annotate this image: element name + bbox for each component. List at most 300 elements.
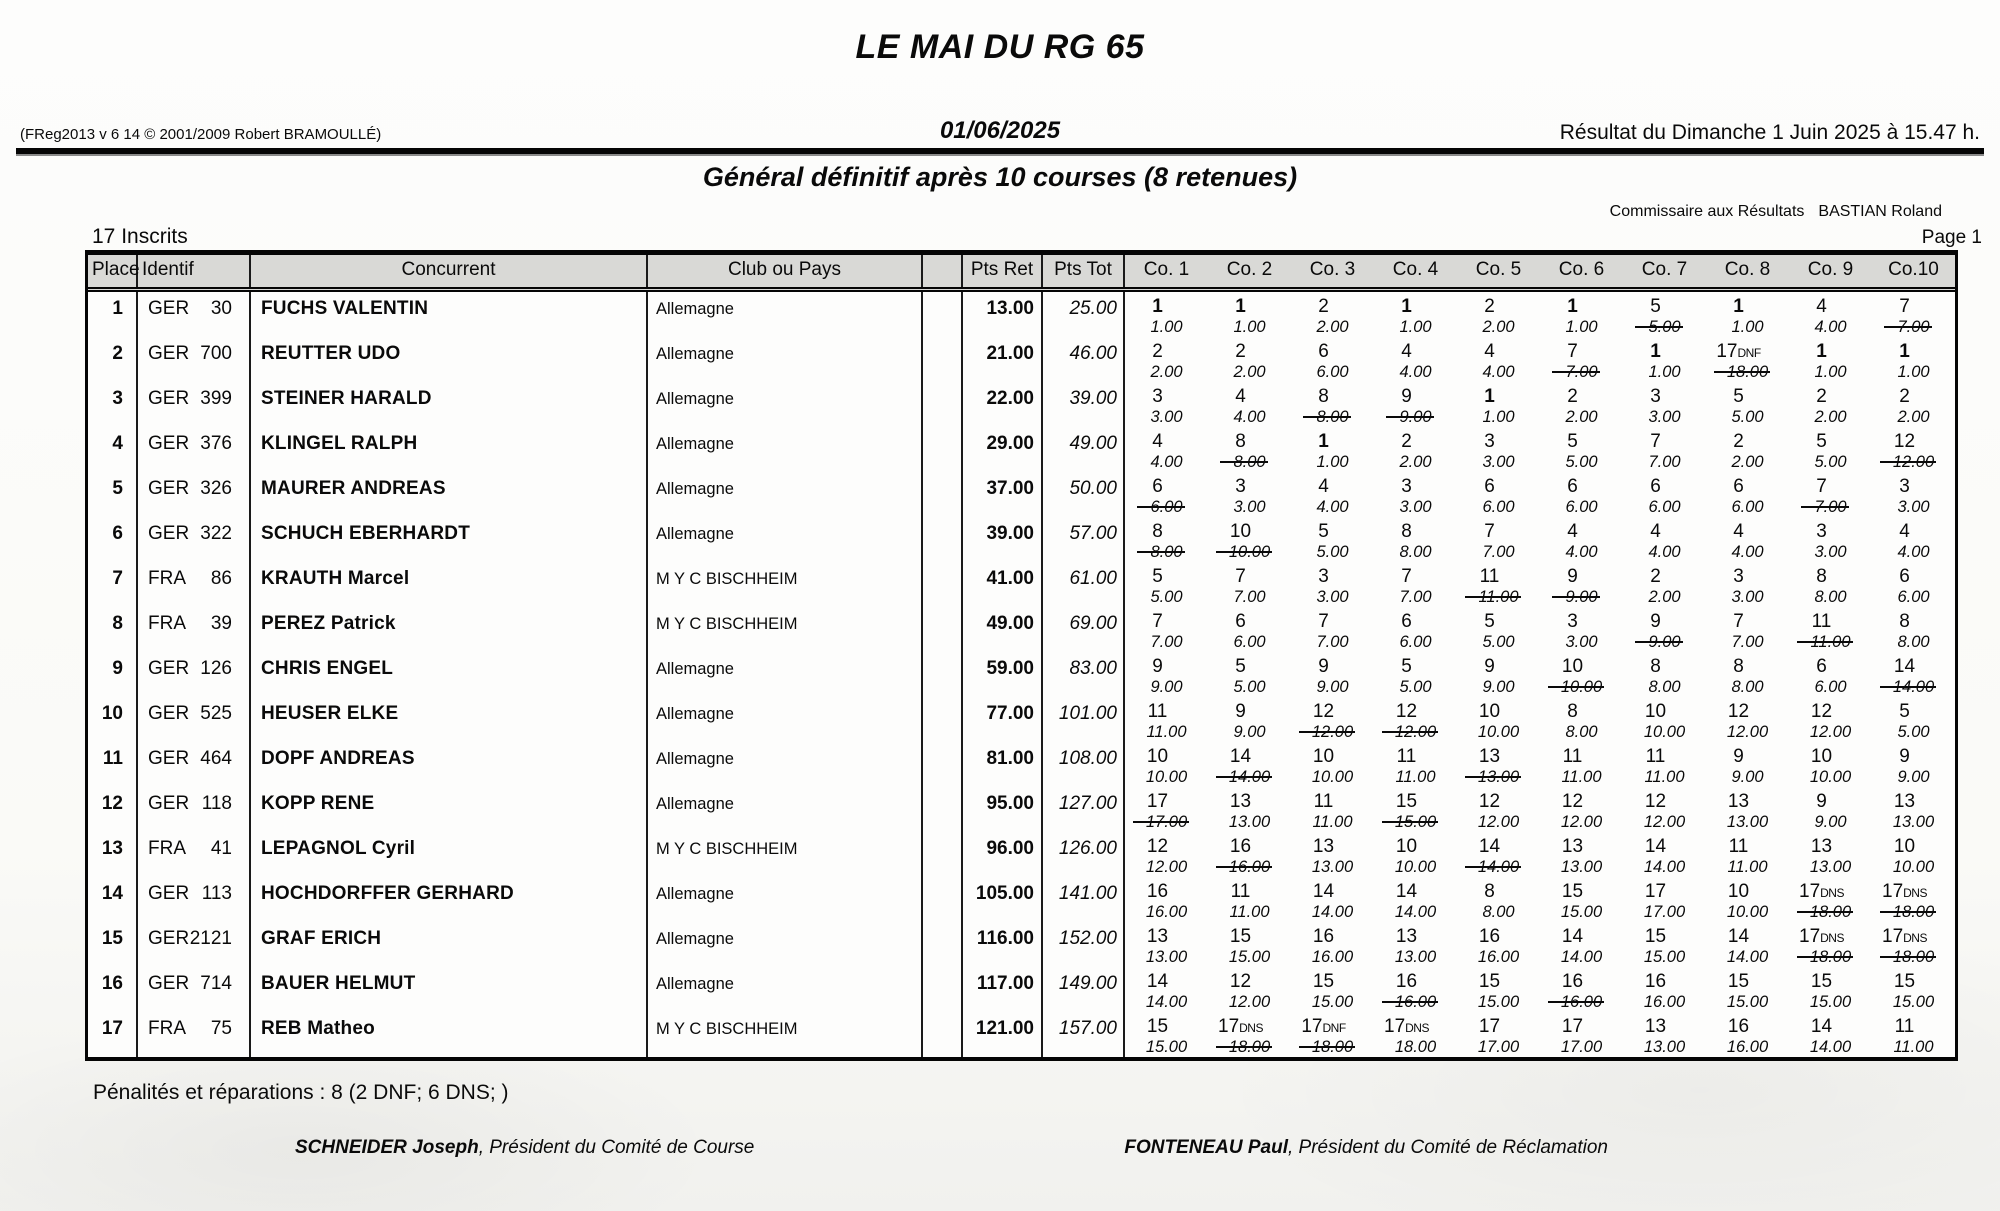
- race-result-cell: [1457, 472, 1540, 517]
- race-position: 5: [1899, 701, 1910, 722]
- race-position: 13: [1810, 836, 1833, 857]
- race-result-cell: [1125, 697, 1208, 742]
- race-position: 2: [1152, 341, 1163, 362]
- race-position: 9: [1650, 611, 1661, 632]
- race-position: 3: [1235, 476, 1246, 497]
- club-cell: Allemagne: [648, 652, 923, 697]
- column-header-identif: Identif: [138, 255, 251, 287]
- table-body: [88, 292, 1955, 1057]
- race-position: 3: [1567, 611, 1578, 632]
- signature-left-title: , Président du Comité de Course: [478, 1137, 755, 1158]
- race-position: 4: [1235, 386, 1246, 407]
- spacer-cell: [923, 787, 963, 832]
- race-position: 16: [1561, 971, 1584, 992]
- identif-cell: [138, 382, 251, 427]
- race-position: 16: [1312, 926, 1335, 947]
- race-position: 11: [1894, 1016, 1915, 1037]
- race-points: 10.00: [1394, 858, 1437, 876]
- race-position: 17DNF: [1716, 341, 1761, 362]
- race-result-cell: [1540, 517, 1623, 562]
- race-result-cell: [1706, 1012, 1789, 1057]
- place-cell: 14: [88, 877, 138, 922]
- race-position: 7: [1567, 341, 1578, 362]
- race-position: 1: [1899, 341, 1910, 362]
- race-result-cell: [1457, 742, 1540, 787]
- race-points: 10.00: [1560, 678, 1603, 696]
- race-position: 4: [1318, 476, 1329, 497]
- race-points: 6.00: [1482, 498, 1515, 516]
- spacer-cell: [923, 292, 963, 337]
- race-position: 14: [1312, 881, 1335, 902]
- race-position: 15: [1312, 971, 1335, 992]
- race-position: 11: [1645, 746, 1666, 767]
- signature-right-name: FONTENEAU Paul: [1124, 1137, 1288, 1158]
- race-points: 9.00: [1482, 678, 1515, 696]
- race-points: 9.00: [1150, 678, 1183, 696]
- race-position: 12: [1644, 791, 1667, 812]
- table-row: [88, 562, 1955, 607]
- race-result-cell: [1789, 1012, 1872, 1057]
- race-position: 6: [1152, 476, 1163, 497]
- race-result-cell: [1457, 922, 1540, 967]
- race-result-cell: [1457, 427, 1540, 472]
- race-points: 2.00: [1897, 408, 1930, 426]
- race-points: 14.00: [1311, 903, 1354, 921]
- race-result-cell: [1623, 517, 1706, 562]
- race-result-cell: [1291, 832, 1374, 877]
- race-position: 7: [1650, 431, 1661, 452]
- race-position: 9: [1401, 386, 1412, 407]
- race-result-cell: [1374, 292, 1457, 337]
- race-points: 12.00: [1726, 723, 1769, 741]
- race-points: 18.00: [1228, 1038, 1271, 1056]
- race-position: 4: [1484, 341, 1495, 362]
- race-result-cell: [1208, 607, 1291, 652]
- sail-number: 2121: [189, 928, 232, 949]
- nationality: GER: [148, 478, 190, 499]
- race-result-cell: [1125, 337, 1208, 382]
- sail-number: 464: [200, 748, 232, 769]
- race-position: 7: [1152, 611, 1163, 632]
- race-position: 7: [1401, 566, 1412, 587]
- race-points: 11.00: [1727, 858, 1768, 876]
- spacer-cell: [923, 877, 963, 922]
- race-status-code: DNF: [1737, 346, 1761, 360]
- race-position: 11: [1230, 881, 1251, 902]
- race-status-code: DNS: [1903, 886, 1927, 900]
- table-row: [88, 742, 1955, 787]
- race-points: 8.00: [1814, 588, 1847, 606]
- race-points: 11.00: [1229, 903, 1270, 921]
- points-retained-cell: 96.00: [963, 832, 1043, 877]
- race-result-cell: [1623, 967, 1706, 1012]
- place-cell: 6: [88, 517, 138, 562]
- race-result-cell: [1872, 517, 1955, 562]
- points-retained-cell: 59.00: [963, 652, 1043, 697]
- race-result-cell: [1872, 292, 1955, 337]
- race-result-cell: [1374, 697, 1457, 742]
- race-position: 17: [1561, 1016, 1584, 1037]
- race-result-cell: [1872, 877, 1955, 922]
- competitor-name: REUTTER UDO: [251, 337, 648, 382]
- race-result-cell: [1208, 922, 1291, 967]
- race-result-cell: [1623, 1012, 1706, 1057]
- race-result-cell: [1374, 472, 1457, 517]
- race-points: 1.00: [1150, 318, 1183, 336]
- race-points: 14.00: [1726, 948, 1769, 966]
- race-result-cell: [1125, 427, 1208, 472]
- race-position: 10: [1478, 701, 1501, 722]
- identif-cell: [138, 427, 251, 472]
- race-position: 15: [1561, 881, 1584, 902]
- race-points: 8.00: [1150, 543, 1183, 561]
- race-result-cell: [1457, 877, 1540, 922]
- points-retained-cell: 21.00: [963, 337, 1043, 382]
- table-row: [88, 922, 1955, 967]
- race-result-cell: [1789, 382, 1872, 427]
- race-result-cell: [1374, 382, 1457, 427]
- sail-number: 113: [201, 883, 232, 904]
- race-points: 10.00: [1311, 768, 1354, 786]
- race-position: 12: [1146, 836, 1169, 857]
- race-points: 16.00: [1145, 903, 1188, 921]
- race-points: 6.00: [1648, 498, 1681, 516]
- race-result-cell: [1872, 832, 1955, 877]
- signature-left-name: SCHNEIDER Joseph: [295, 1137, 479, 1158]
- place-cell: 12: [88, 787, 138, 832]
- column-header-concurrent: Concurrent: [251, 255, 648, 287]
- race-result-cell: [1208, 877, 1291, 922]
- race-points: 1.00: [1316, 453, 1349, 471]
- identif-cell: [138, 922, 251, 967]
- result-datetime: Résultat du Dimanche 1 Juin 2025 à 15.47 h.: [1559, 121, 1980, 144]
- race-result-cell: [1374, 337, 1457, 382]
- race-result-cell: [1457, 292, 1540, 337]
- race-points: 6.00: [1731, 498, 1764, 516]
- race-points: 15.00: [1809, 993, 1852, 1011]
- race-position: 10: [1229, 521, 1252, 542]
- points-retained-cell: 81.00: [963, 742, 1043, 787]
- race-points: 16.00: [1228, 858, 1271, 876]
- spacer-cell: [923, 337, 963, 382]
- race-result-cell: [1540, 607, 1623, 652]
- identif-cell: [138, 292, 251, 337]
- race-result-cell: [1457, 697, 1540, 742]
- competitor-name: CHRIS ENGEL: [251, 652, 648, 697]
- points-total-cell: 141.00: [1043, 877, 1125, 922]
- race-points: 7.00: [1316, 633, 1349, 651]
- race-position: 5: [1650, 296, 1661, 317]
- race-position: 17DNS: [1799, 881, 1844, 902]
- race-position: 9: [1235, 701, 1246, 722]
- race-points: 3.00: [1482, 453, 1515, 471]
- race-result-cell: [1291, 472, 1374, 517]
- race-position: 3: [1484, 431, 1495, 452]
- table-row: [88, 832, 1955, 877]
- race-result-cell: [1872, 382, 1955, 427]
- club-cell: Allemagne: [648, 697, 923, 742]
- identif-cell: [138, 877, 251, 922]
- race-result-cell: [1789, 517, 1872, 562]
- race-result-cell: [1706, 292, 1789, 337]
- race-points: 15.00: [1477, 993, 1520, 1011]
- place-cell: 2: [88, 337, 138, 382]
- points-retained-cell: 121.00: [963, 1012, 1043, 1057]
- race-position: 5: [1401, 656, 1412, 677]
- race-points: 4.00: [1482, 363, 1515, 381]
- race-result-cell: [1374, 967, 1457, 1012]
- race-points: 16.00: [1477, 948, 1520, 966]
- race-points: 2.00: [1565, 408, 1598, 426]
- race-points: 11.00: [1312, 813, 1353, 831]
- race-position: 8: [1484, 881, 1495, 902]
- place-cell: 5: [88, 472, 138, 517]
- race-result-cell: [1125, 787, 1208, 832]
- race-points: 5.00: [1648, 318, 1681, 336]
- race-points: 8.00: [1233, 453, 1266, 471]
- points-retained-cell: 95.00: [963, 787, 1043, 832]
- table-row: [88, 697, 1955, 742]
- race-position: 7: [1816, 476, 1827, 497]
- club-cell: Allemagne: [648, 292, 923, 337]
- race-points: 17.00: [1477, 1038, 1520, 1056]
- race-result-cell: [1789, 832, 1872, 877]
- nationality: GER: [148, 433, 190, 454]
- race-position: 15: [1810, 971, 1833, 992]
- race-points: 13.00: [1809, 858, 1852, 876]
- race-result-cell: [1125, 607, 1208, 652]
- race-points: 5.00: [1233, 678, 1266, 696]
- sail-number: 326: [200, 478, 232, 499]
- nationality: GER: [148, 973, 190, 994]
- sail-number: 41: [210, 838, 232, 859]
- race-position: 7: [1235, 566, 1246, 587]
- header-rule: [16, 148, 1984, 156]
- race-points: 9.00: [1897, 768, 1930, 786]
- race-points: 8.00: [1316, 408, 1349, 426]
- race-position: 6: [1899, 566, 1910, 587]
- race-points: 9.00: [1648, 633, 1681, 651]
- race-points: 14.00: [1809, 1038, 1852, 1056]
- race-result-cell: [1872, 562, 1955, 607]
- race-result-cell: [1208, 1012, 1291, 1057]
- spacer-cell: [923, 607, 963, 652]
- race-result-cell: [1125, 967, 1208, 1012]
- race-points: 6.00: [1150, 498, 1183, 516]
- race-result-cell: [1125, 517, 1208, 562]
- nationality: GER: [148, 388, 190, 409]
- points-total-cell: 50.00: [1043, 472, 1125, 517]
- race-position: 9: [1484, 656, 1495, 677]
- race-position: 12: [1727, 701, 1750, 722]
- race-position: 4: [1816, 296, 1827, 317]
- race-position: 14: [1146, 971, 1169, 992]
- race-position: 17: [1146, 791, 1169, 812]
- club-cell: Allemagne: [648, 742, 923, 787]
- nationality: GER: [148, 748, 190, 769]
- race-points: 12.00: [1394, 723, 1437, 741]
- race-position: 17DNS: [1882, 881, 1927, 902]
- race-position: 10: [1644, 701, 1667, 722]
- race-points: 14.00: [1477, 858, 1520, 876]
- competitor-name: STEINER HARALD: [251, 382, 648, 427]
- nationality: GER: [148, 343, 190, 364]
- race-result-cell: [1208, 382, 1291, 427]
- spacer-cell: [923, 427, 963, 472]
- race-position: 1: [1484, 386, 1495, 407]
- race-points: 18.00: [1394, 1038, 1437, 1056]
- race-result-cell: [1291, 517, 1374, 562]
- race-position: 13: [1312, 836, 1335, 857]
- race-points: 8.00: [1482, 903, 1515, 921]
- sail-number: 399: [200, 388, 232, 409]
- race-position: 14: [1727, 926, 1750, 947]
- race-position: 9: [1733, 746, 1744, 767]
- race-position: 3: [1152, 386, 1163, 407]
- race-position: 1: [1235, 296, 1246, 317]
- race-result-cell: [1125, 652, 1208, 697]
- race-points: 16.00: [1394, 993, 1437, 1011]
- race-points: 14.00: [1560, 948, 1603, 966]
- race-position: 9: [1899, 746, 1910, 767]
- meta-row: [0, 117, 2000, 145]
- race-points: 14.00: [1892, 678, 1935, 696]
- race-position: 17DNF: [1301, 1016, 1346, 1037]
- column-header-group: [923, 255, 963, 287]
- race-points: 18.00: [1311, 1038, 1354, 1056]
- race-points: 11.00: [1478, 588, 1519, 606]
- column-header-pts-tot: Pts Tot: [1043, 255, 1125, 287]
- race-result-cell: [1540, 922, 1623, 967]
- race-result-cell: [1374, 832, 1457, 877]
- nationality: GER: [148, 298, 190, 319]
- nationality: FRA: [148, 568, 186, 589]
- race-points: 6.00: [1399, 633, 1432, 651]
- race-points: 4.00: [1814, 318, 1847, 336]
- race-position: 3: [1318, 566, 1329, 587]
- race-position: 9: [1318, 656, 1329, 677]
- race-result-cell: [1291, 607, 1374, 652]
- race-result-cell: [1374, 922, 1457, 967]
- race-points: 12.00: [1643, 813, 1686, 831]
- sail-number: 86: [210, 568, 232, 589]
- race-position: 12: [1810, 701, 1833, 722]
- identif-cell: [138, 832, 251, 877]
- race-result-cell: [1208, 832, 1291, 877]
- software-credit: (FReg2013 v 6 14 © 2001/2009 Robert BRAMOULLÉ): [20, 126, 382, 143]
- race-position: 17: [1478, 1016, 1501, 1037]
- race-result-cell: [1706, 652, 1789, 697]
- race-position: 10: [1727, 881, 1750, 902]
- race-points: 4.00: [1233, 408, 1266, 426]
- race-position: 17DNS: [1799, 926, 1844, 947]
- race-points: 3.00: [1814, 543, 1847, 561]
- race-result-cell: [1872, 697, 1955, 742]
- race-result-cell: [1706, 517, 1789, 562]
- points-retained-cell: 77.00: [963, 697, 1043, 742]
- place-cell: 13: [88, 832, 138, 877]
- race-result-cell: [1872, 427, 1955, 472]
- race-result-cell: [1291, 877, 1374, 922]
- race-position: 7: [1484, 521, 1495, 542]
- sail-number: 75: [210, 1018, 232, 1039]
- race-result-cell: [1291, 292, 1374, 337]
- race-position: 2: [1650, 566, 1661, 587]
- race-points: 11.00: [1395, 768, 1436, 786]
- race-points: 5.00: [1565, 453, 1598, 471]
- race-points: 5.00: [1150, 588, 1183, 606]
- race-points: 18.00: [1809, 903, 1852, 921]
- race-result-cell: [1872, 607, 1955, 652]
- race-position: 10: [1312, 746, 1335, 767]
- points-total-cell: 157.00: [1043, 1012, 1125, 1057]
- nationality: GER: [148, 883, 190, 904]
- competitor-name: KRAUTH Marcel: [251, 562, 648, 607]
- race-result-cell: [1706, 427, 1789, 472]
- race-points: 14.00: [1145, 993, 1188, 1011]
- race-result-cell: [1291, 787, 1374, 832]
- club-cell: Allemagne: [648, 472, 923, 517]
- points-retained-cell: 41.00: [963, 562, 1043, 607]
- race-position: 12: [1395, 701, 1418, 722]
- points-total-cell: 83.00: [1043, 652, 1125, 697]
- column-header-race-8: Co. 8: [1724, 259, 1771, 280]
- competitor-name: BAUER HELMUT: [251, 967, 648, 1012]
- race-points: 10.00: [1643, 723, 1686, 741]
- race-result-cell: [1291, 1012, 1374, 1057]
- race-points: 10.00: [1892, 858, 1935, 876]
- race-points: 9.00: [1316, 678, 1349, 696]
- spacer-cell: [923, 517, 963, 562]
- race-result-cell: [1789, 922, 1872, 967]
- race-result-cell: [1872, 742, 1955, 787]
- signature-protest-committee: [1124, 1137, 1608, 1159]
- nationality: FRA: [148, 838, 186, 859]
- competitor-name: LEPAGNOL Cyril: [251, 832, 648, 877]
- race-status-code: DNS: [1820, 886, 1844, 900]
- race-position: 12: [1312, 701, 1335, 722]
- race-position: 16: [1478, 926, 1501, 947]
- race-status-code: DNS: [1820, 931, 1844, 945]
- race-position: 10: [1561, 656, 1584, 677]
- identif-cell: [138, 607, 251, 652]
- race-position: 8: [1567, 701, 1578, 722]
- commissaire-line: [0, 203, 1942, 221]
- race-position: 1: [1733, 296, 1744, 317]
- race-result-cell: [1789, 652, 1872, 697]
- race-points: 7.00: [1731, 633, 1764, 651]
- sail-number: 525: [200, 703, 232, 724]
- column-header-race-3: Co. 3: [1309, 259, 1356, 280]
- race-position: 13: [1893, 791, 1916, 812]
- race-points: 3.00: [1399, 498, 1432, 516]
- race-points: 5.00: [1731, 408, 1764, 426]
- race-points: 6.00: [1897, 588, 1930, 606]
- race-points: 12.00: [1809, 723, 1852, 741]
- race-points: 9.00: [1233, 723, 1266, 741]
- race-points: 13.00: [1394, 948, 1437, 966]
- race-result-cell: [1706, 382, 1789, 427]
- race-points: 1.00: [1399, 318, 1432, 336]
- subtitle: Général définitif après 10 courses (8 retenues): [702, 162, 1298, 192]
- competitor-name: KLINGEL RALPH: [251, 427, 648, 472]
- race-status-code: DNS: [1239, 1021, 1263, 1035]
- race-result-cell: [1706, 607, 1789, 652]
- race-position: 13: [1644, 1016, 1667, 1037]
- race-points: 10.00: [1477, 723, 1520, 741]
- race-result-cell: [1540, 427, 1623, 472]
- race-result-cell: [1706, 472, 1789, 517]
